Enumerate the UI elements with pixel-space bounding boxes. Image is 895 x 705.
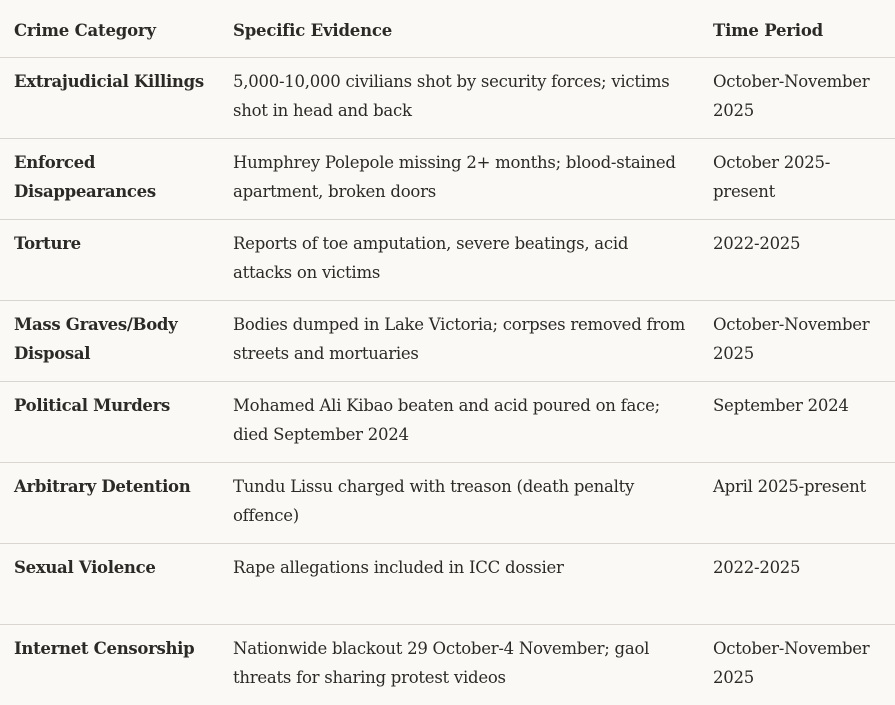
crime-category-cell: Political Murders [14,396,171,415]
crime-category-cell: Enforced Disappearances [14,153,156,201]
table-row [0,463,895,544]
table-row [0,220,895,301]
crime-category-cell: Arbitrary Detention [14,477,191,496]
evidence-cell: 5,000-10,000 civilians shot by security forces; victims shot in head and back [233,72,670,120]
time-period-cell: September 2024 [713,396,849,415]
evidence-cell: Tundu Lissu charged with treason (death penalty offence) [233,477,635,525]
table-row [0,382,895,463]
crime-category-cell: Mass Graves/Body Disposal [14,315,178,363]
crime-category-cell: Extrajudicial Killings [14,72,204,91]
time-period-cell: 2022-2025 [713,558,801,577]
table-row [0,544,895,625]
crime-category-cell: Internet Censorship [14,639,195,658]
header-specific-evidence: Specific Evidence [233,21,393,40]
evidence-cell: Nationwide blackout 29 October-4 November; gaol threats for sharing protest videos [233,639,650,687]
time-period-cell: October 2025-present [713,153,831,201]
crime-category-cell: Sexual Violence [14,558,156,577]
table-row [0,625,895,705]
crime-category-cell: Torture [14,234,81,253]
time-period-cell: April 2025-present [713,477,866,496]
header-crime-category: Crime Category [14,21,156,40]
table-row [0,58,895,139]
header-time-period: Time Period [713,21,824,40]
time-period-cell: October-November 2025 [713,315,870,363]
evidence-cell: Reports of toe amputation, severe beatings, acid attacks on victims [233,234,629,282]
table-row [0,301,895,382]
evidence-cell: Bodies dumped in Lake Victoria; corpses removed from streets and mortuaries [233,315,686,363]
evidence-cell: Mohamed Ali Kibao beaten and acid poured on face; died September 2024 [233,396,660,444]
time-period-cell: October-November 2025 [713,72,870,120]
table-row [0,139,895,220]
evidence-cell: Rape allegations included in ICC dossier [233,558,564,577]
time-period-cell: October-November 2025 [713,639,870,687]
time-period-cell: 2022-2025 [713,234,801,253]
evidence-cell: Humphrey Polepole missing 2+ months; blood-stained apartment, broken doors [233,153,676,201]
table-header-row [0,0,895,58]
